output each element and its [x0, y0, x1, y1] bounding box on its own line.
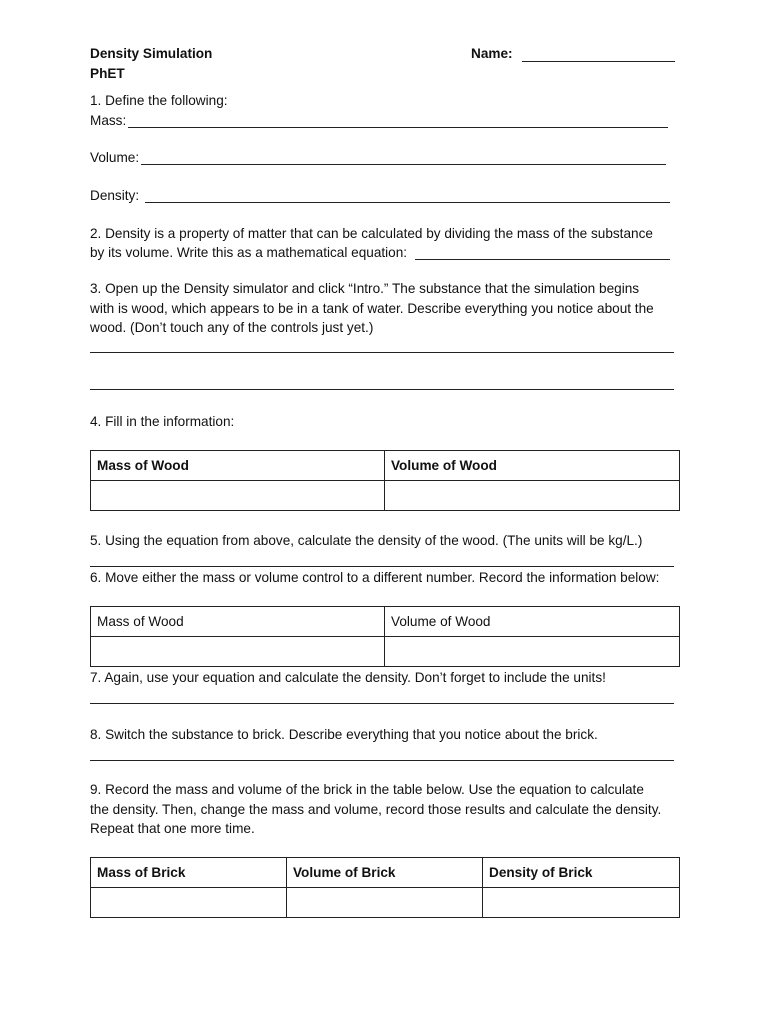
volume-of-brick-cell[interactable] — [287, 888, 483, 918]
q9-line3: Repeat that one more time. — [90, 821, 255, 836]
table-row — [91, 888, 680, 918]
volume-definition-row — [90, 150, 666, 165]
q7-answer-line[interactable] — [90, 703, 674, 704]
q2-line1: 2. Density is a property of matter that can be calculated by dividing the mass of the substance — [90, 226, 653, 241]
mass-of-wood-cell[interactable] — [91, 481, 385, 511]
q1-prompt: 1. Define the following: — [90, 93, 228, 108]
density-definition-row — [90, 188, 670, 203]
wood-table-2 — [90, 606, 680, 667]
density-label: Density: — [90, 188, 140, 203]
density-definition-line[interactable] — [145, 190, 670, 203]
q3-answer-line-2[interactable] — [90, 389, 674, 390]
equation-answer-line[interactable] — [415, 247, 670, 260]
table-row — [91, 637, 680, 667]
header-density-of-brick: Density of Brick — [483, 858, 680, 888]
q8-prompt: 8. Switch the substance to brick. Describe everything that you notice about the brick. — [90, 727, 598, 742]
volume-of-wood-cell[interactable] — [385, 637, 680, 667]
q3-line1: 3. Open up the Density simulator and click “Intro.” The substance that the simulation begins — [90, 281, 640, 296]
volume-of-wood-cell[interactable] — [385, 481, 680, 511]
q5-prompt: 5. Using the equation from above, calculate the density of the wood. (The units will be kg/L.) — [90, 533, 643, 548]
mass-of-brick-cell[interactable] — [91, 888, 287, 918]
header-volume-of-wood: Volume of Wood — [385, 607, 680, 637]
volume-label: Volume: — [90, 150, 140, 165]
mass-definition-row — [90, 113, 668, 128]
name-field-line[interactable] — [522, 61, 675, 62]
header-mass-of-wood: Mass of Wood — [91, 607, 385, 637]
mass-definition-line[interactable] — [128, 115, 668, 128]
mass-of-wood-cell[interactable] — [91, 637, 385, 667]
mass-label: Mass: — [90, 113, 127, 128]
q6-prompt: 6. Move either the mass or volume control to a different number. Record the information below: — [90, 570, 660, 585]
name-label: Name: — [471, 46, 513, 61]
density-of-brick-cell[interactable] — [483, 888, 680, 918]
q8-answer-line[interactable] — [90, 760, 674, 761]
brick-table — [90, 857, 680, 918]
worksheet-subtitle: PhET — [90, 66, 125, 81]
q3-line3: wood. (Don’t touch any of the controls just yet.) — [90, 320, 374, 335]
volume-definition-line[interactable] — [141, 152, 666, 165]
header-volume-of-brick: Volume of Brick — [287, 858, 483, 888]
q3-line2: with is wood, which appears to be in a tank of water. Describe everything you notice about the — [90, 301, 654, 316]
q3-answer-line-1[interactable] — [90, 352, 674, 353]
header-mass-of-brick: Mass of Brick — [91, 858, 287, 888]
q2-line2: by its volume. Write this as a mathematical equation: — [90, 245, 408, 260]
worksheet-title: Density Simulation — [90, 46, 213, 61]
q2-equation-row — [90, 245, 670, 260]
header-mass-of-wood: Mass of Wood — [91, 451, 385, 481]
q4-prompt: 4. Fill in the information: — [90, 414, 235, 429]
q7-prompt: 7. Again, use your equation and calculate the density. Don’t forget to include the units! — [90, 670, 606, 685]
header-volume-of-wood: Volume of Wood — [385, 451, 680, 481]
table-row — [91, 481, 680, 511]
q5-answer-line[interactable] — [90, 566, 674, 567]
q9-line2: the density. Then, change the mass and volume, record those results and calculate the density. — [90, 802, 662, 817]
q9-line1: 9. Record the mass and volume of the brick in the table below. Use the equation to calculate — [90, 782, 644, 797]
wood-table-1 — [90, 450, 680, 511]
